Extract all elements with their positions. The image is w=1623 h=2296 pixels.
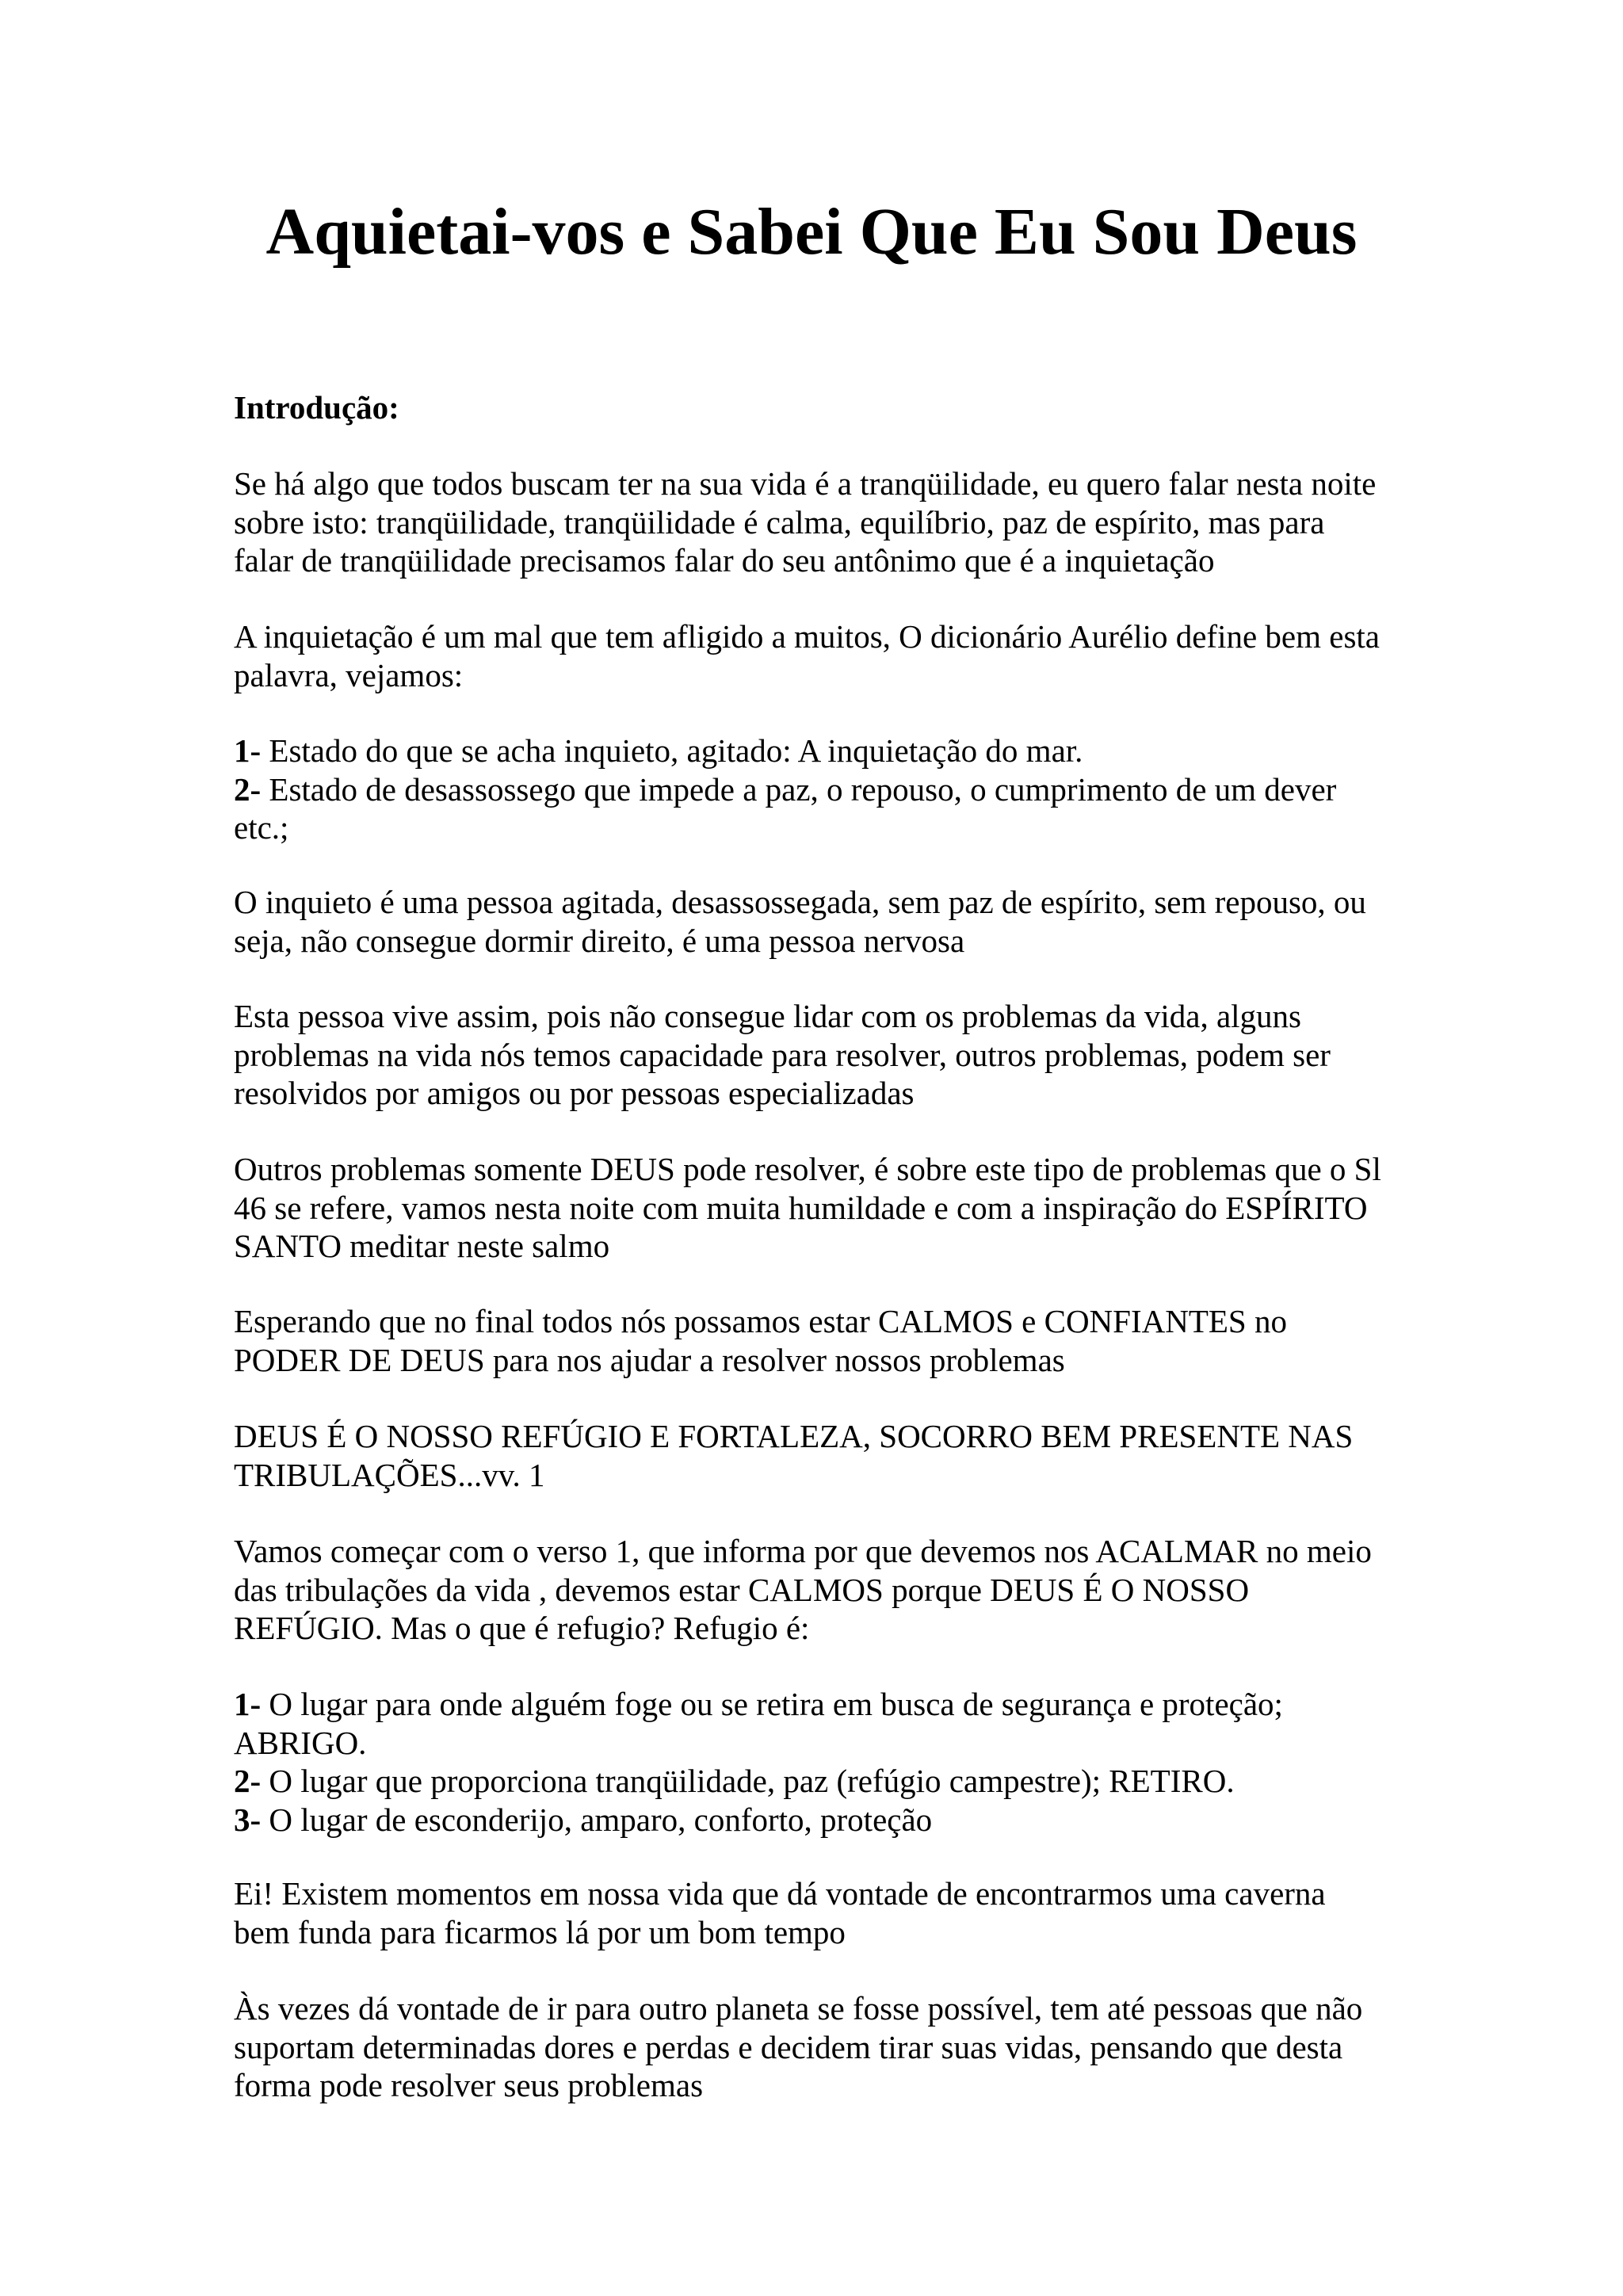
text-line: resolvidos por amigos ou por pessoas especializadas <box>234 1075 915 1111</box>
list-number: 1- <box>234 1686 262 1722</box>
text-line: Se há algo que todos buscam ter na sua vida é a tranqüilidade, eu quero falar nesta noite <box>234 465 1377 502</box>
list-number: 2- <box>234 770 262 808</box>
list-item <box>234 1801 1283 1839</box>
text-line: falar de tranqüilidade precisamos falar do seu antônimo que é a inquietação <box>234 542 1215 579</box>
list-item-text: Estado do que se acha inquieto, agitado: A inquietação do mar. <box>269 732 1083 769</box>
text-line: Esta pessoa vive assim, pois não consegue lidar com os problemas da vida, alguns <box>234 998 1302 1034</box>
list-item <box>234 1762 1283 1801</box>
text-line: O inquieto é uma pessoa agitada, desassossegada, sem paz de espírito, sem repouso, ou <box>234 884 1366 920</box>
list-item-text: O lugar de esconderijo, amparo, conforto, proteção <box>269 1801 933 1838</box>
text-line: Ei! Existem momentos em nossa vida que dá vontade de encontrarmos uma caverna <box>234 1875 1326 1912</box>
text-line: A inquietação é um mal que tem afligido a muitos, O dicionário Aurélio define bem esta <box>234 618 1380 655</box>
numbered-list <box>234 732 1336 847</box>
text-line: 46 se refere, vamos nesta noite com muita humildade e com a inspiração do ESPÍRITO <box>234 1189 1368 1226</box>
paragraph <box>234 1417 1353 1494</box>
numbered-list <box>234 1685 1283 1839</box>
list-number: 1- <box>234 732 262 769</box>
text-line: suportam determinadas dores e perdas e decidem tirar suas vidas, pensando que desta <box>234 2028 1343 2065</box>
text-line: seja, não consegue dormir direito, é uma pessoa nervosa <box>234 922 965 959</box>
text-line: Esperando que no final todos nós possamos estar CALMOS e CONFIANTES no <box>234 1303 1287 1339</box>
paragraph <box>234 617 1380 694</box>
text-line: TRIBULAÇÕES...vv. 1 <box>234 1456 545 1493</box>
text-line: forma pode resolver seus problemas <box>234 2067 704 2103</box>
paragraph <box>234 1532 1372 1648</box>
list-item-text: O lugar para onde alguém foge ou se retira em busca de segurança e proteção; <box>269 1686 1283 1722</box>
list-number: 3- <box>234 1801 262 1838</box>
text-line: bem funda para ficarmos lá por um bom tempo <box>234 1913 846 1950</box>
text-line: DEUS É O NOSSO REFÚGIO E FORTALEZA, SOCORRO BEM PRESENTE NAS <box>234 1418 1354 1454</box>
list-item-text: O lugar que proporciona tranqüilidade, paz (refúgio campestre); RETIRO. <box>269 1763 1235 1799</box>
text-line: problemas na vida nós temos capacidade para resolver, outros problemas, podem ser <box>234 1036 1331 1073</box>
list-item <box>234 1685 1283 1724</box>
paragraph <box>234 1302 1287 1379</box>
paragraph <box>234 1150 1381 1266</box>
paragraph <box>234 464 1376 580</box>
list-item-text: Estado de desassossego que impede a paz, o repouso, o cumprimento de um dever <box>269 770 1337 808</box>
text-line: REFÚGIO. Mas o que é refugio? Refugio é: <box>234 1610 810 1646</box>
text-line: Vamos começar com o verso 1, que informa por que devemos nos ACALMAR no meio <box>234 1533 1372 1569</box>
list-number: 2- <box>234 1763 262 1799</box>
list-item-continuation: ABRIGO. <box>234 1724 367 1761</box>
text-line: sobre isto: tranqüilidade, tranqüilidade é calma, equilíbrio, paz de espírito, mas para <box>234 503 1325 541</box>
list-item <box>234 732 1336 770</box>
list-item-continuation: etc.; <box>234 809 289 846</box>
document-title: Aquietai-vos e Sabei Que Eu Sou Deus <box>265 195 1358 269</box>
text-line: PODER DE DEUS para nos ajudar a resolver nossos problemas <box>234 1341 1065 1378</box>
paragraph <box>234 1874 1326 1951</box>
text-line: palavra, vejamos: <box>234 656 464 693</box>
paragraph <box>234 883 1366 960</box>
text-line: SANTO meditar neste salmo <box>234 1228 610 1264</box>
text-line: Às vezes dá vontade de ir para outro planeta se fosse possível, tem até pessoas que não <box>234 1990 1363 2027</box>
section-heading: Introdução: <box>234 389 399 426</box>
text-line: Outros problemas somente DEUS pode resolver, é sobre este tipo de problemas que o Sl <box>234 1151 1381 1187</box>
list-item <box>234 770 1336 809</box>
text-line: das tribulações da vida , devemos estar CALMOS porque DEUS É O NOSSO <box>234 1571 1250 1608</box>
paragraph <box>234 997 1331 1113</box>
paragraph <box>234 1989 1362 2105</box>
